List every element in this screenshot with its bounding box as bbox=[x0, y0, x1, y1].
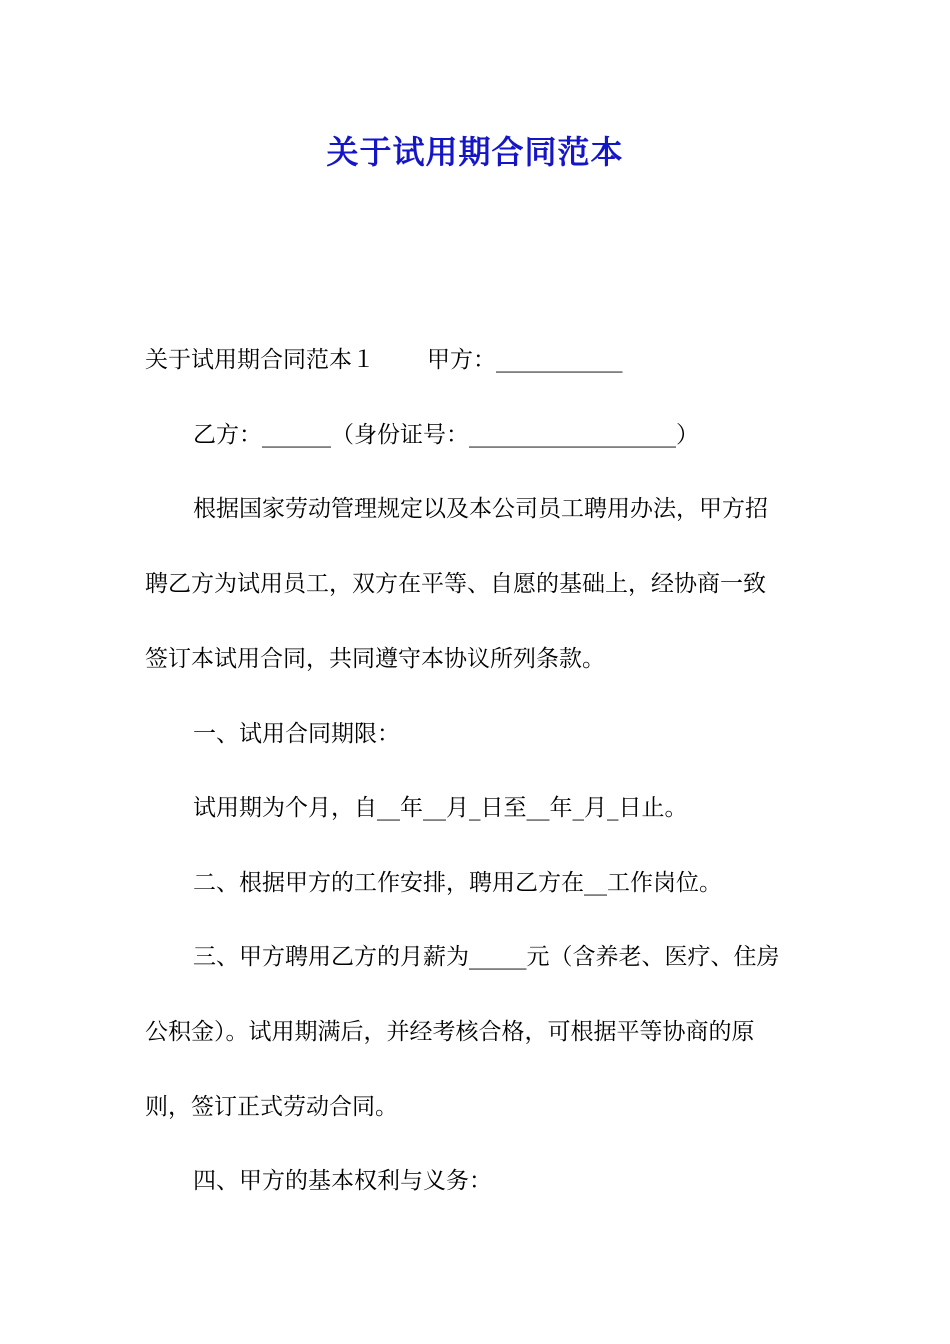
clause-heading: 四、甲方的基本权利与义务： bbox=[193, 1168, 492, 1194]
paragraph-line: 试用期为个月，自__年__月_日至__年_月_日止。 bbox=[193, 795, 688, 821]
paragraph-line: 签订本试用合同，共同遵守本协议所列条款。 bbox=[145, 646, 605, 672]
party-b-line: 乙方：______（身份证号：__________________） bbox=[193, 422, 699, 448]
paragraph-line: 根据国家劳动管理规定以及本公司员工聘用办法，甲方招 bbox=[193, 496, 768, 522]
paragraph-line: 则，签订正式劳动合同。 bbox=[145, 1094, 398, 1120]
clause-heading: 三、甲方聘用乙方的月薪为_____元（含养老、医疗、住房 bbox=[193, 944, 780, 970]
section-heading: 关于试用期合同范本１ bbox=[145, 347, 375, 373]
paragraph-line: 公积金）。试用期满后，并经考核合格，可根据平等协商的原 bbox=[145, 1019, 755, 1045]
party-a-field: 甲方：___________ bbox=[427, 347, 623, 373]
paragraph-line: 聘乙方为试用员工，双方在平等、自愿的基础上，经协商一致 bbox=[145, 571, 766, 597]
document-title: 关于试用期合同范本 bbox=[326, 133, 624, 171]
clause-heading: 二、根据甲方的工作安排，聘用乙方在__工作岗位。 bbox=[193, 870, 722, 896]
heading-line bbox=[145, 343, 825, 377]
clause-heading: 一、试用合同期限： bbox=[193, 721, 400, 747]
